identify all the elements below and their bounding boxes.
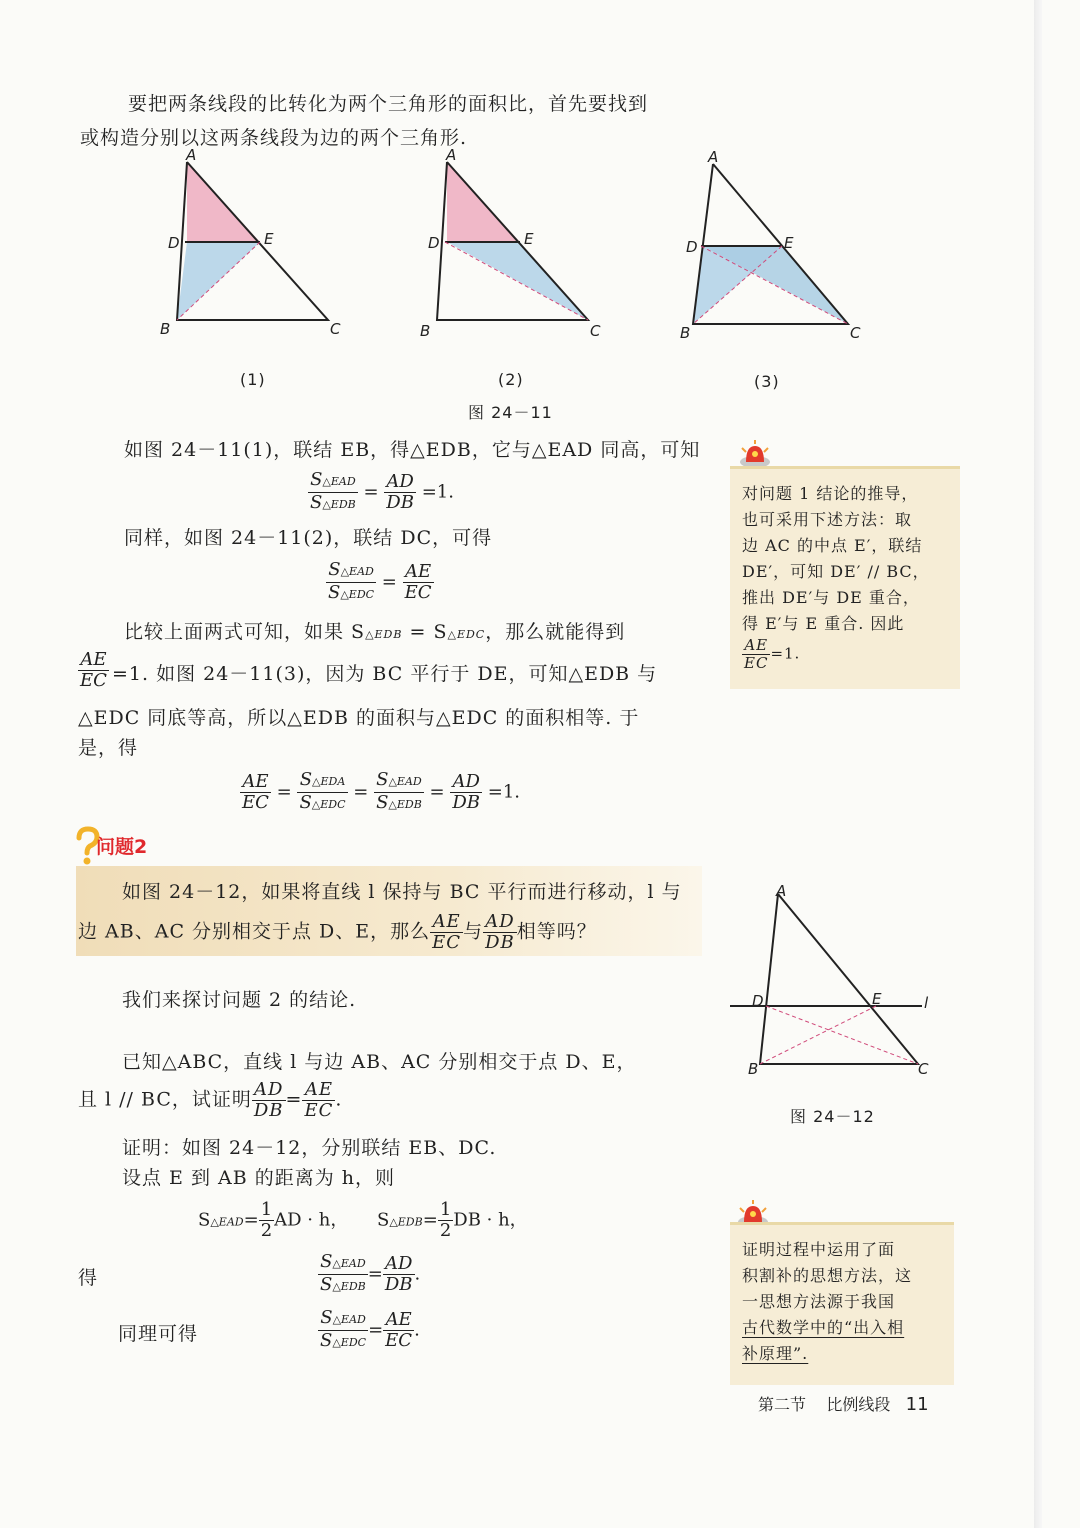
fig1-label-d: D [168, 234, 180, 252]
proof-p3: 且 l // BC，试证明 $\frac{AD}{DB}$ = $\frac{AE}{EC}$ . [78, 1079, 343, 1121]
proof-same: 同理可得 [118, 1323, 199, 1345]
problem-2-line-2: 边 AB、AC 分别相交于点 D、E，那么 $\frac{AE}{EC}$ 与 $\frac{AD}{DB}$ 相等吗？ [78, 911, 597, 953]
figure-24-11-2 [437, 162, 588, 320]
figure-24-11 [150, 140, 890, 350]
fig2-label-c: C [590, 322, 601, 340]
proof-de: 得 [78, 1267, 99, 1289]
problem-2-line-1: 如图 24－12，如果将直线 l 保持与 BC 平行而进行移动，l 与 [122, 881, 682, 903]
body-p4: =1. 如图 24－11(3)，因为 BC 平行于 DE，可知△EDB 与 [112, 663, 658, 685]
fig2-label-d: D [428, 234, 440, 252]
fig1-label-c: C [330, 320, 341, 338]
fig-24-11-caption: 图 24－11 [468, 403, 553, 422]
side-note-1: 对问题 1 结论的推导， 也可采用下述方法：取 边 AC 的中点 E′，联结 DE′，可知 DE′ // BC， 推出 DE′与 DE 重合， 得 E′与 E 重合. 因此 $\frac{AE}{EC}$ =1. [730, 466, 960, 689]
proof-p5: 设点 E 到 AB 的距离为 h，则 [122, 1167, 395, 1189]
proof-p4: 证明：如图 24－12，分别联结 EB、DC. [122, 1137, 497, 1159]
page-number: 11 [905, 1394, 929, 1415]
proof-equation-2: $\frac{\text{S△EAD}}{\text{S△EDC}}$ = $\frac{AE}{EC}$ . [320, 1307, 420, 1351]
proof-equation-1: $\frac{\text{S△EAD}}{\text{S△EDB}}$ = $\frac{AD}{DB}$ . [320, 1251, 421, 1295]
fig2-label-a: A [446, 146, 457, 164]
fig-24-11-sub-1: (1) [240, 370, 266, 389]
fig3-label-d: D [686, 238, 698, 256]
equation-1: $\frac{\text{S△EAD}}{\text{S△EDB}}$ = $\frac{AD}{DB}$ =1. [310, 469, 454, 513]
fig3-label-e: E [784, 234, 794, 252]
body-p6: 是，得 [78, 737, 139, 759]
problem-2-title: 问题2 [96, 836, 148, 858]
fig-24-11-sub-2: (2) [498, 370, 524, 389]
figure-24-12 [728, 880, 938, 1080]
proof-p2: 已知△ABC，直线 l 与边 AB、AC 分别相交于点 D、E， [122, 1051, 637, 1073]
fig-24-12-caption: 图 24－12 [790, 1107, 875, 1126]
proof-p1: 我们来探讨问题 2 的结论. [122, 989, 357, 1011]
fig12-label-l: l [924, 994, 929, 1012]
proof-equation-areas: S△EAD= $\frac{1}{2}$ AD · h， S△EDB= $\frac{1}{2}$ DB · h， [198, 1199, 528, 1241]
fig2-label-e: E [524, 230, 534, 248]
side-note-2: 证明过程中运用了面 积割补的思想方法，这 一思想方法源于我国 古代数学中的“出入相 补原理”. [730, 1222, 954, 1385]
fig3-label-c: C [850, 324, 861, 342]
fig1-label-b: B [160, 320, 171, 338]
fig12-label-a: A [776, 882, 787, 900]
equation-2: $\frac{\text{S△EAD}}{\text{S△EDC}}$ = $\frac{AE}{EC}$ [328, 559, 432, 603]
body-p4-frac: $\frac{AE}{EC}$ [80, 649, 107, 691]
footer-topic: 比例线段 [826, 1395, 891, 1414]
fig1-label-a: A [186, 146, 197, 164]
intro-line-2: 或构造分别以这两条线段为边的两个三角形. [80, 127, 468, 149]
page-edge [1034, 0, 1042, 1528]
fig12-label-e: E [872, 990, 882, 1008]
fig1-label-e: E [264, 230, 274, 248]
fig2-label-b: B [420, 322, 431, 340]
fig12-label-d: D [752, 992, 764, 1010]
body-p2: 同样，如图 24－11(2)，联结 DC，可得 [124, 527, 493, 549]
figure-24-11-3 [693, 164, 848, 324]
fig-24-11-sub-3: (3) [754, 372, 780, 391]
body-p5: △EDC 同底等高，所以△EDB 的面积与△EDC 的面积相等. 于 [78, 707, 640, 729]
fig12-label-b: B [748, 1060, 759, 1078]
equation-3: $\frac{AE}{EC}$ = $\frac{\text{S△EDA}}{\text{S△EDC}}$ = $\frac{\text{S△EAD}}{\text{S△EDB}}$ = $\frac{AD}{DB}$ =1. [242, 769, 521, 813]
fig12-label-c: C [918, 1060, 929, 1078]
intro-line-1: 要把两条线段的比转化为两个三角形的面积比，首先要找到 [128, 93, 649, 115]
page-footer [758, 1392, 929, 1415]
body-p1: 如图 24－11(1)，联结 EB，得△EDB，它与△EAD 同高，可知 [124, 439, 701, 461]
fig3-label-b: B [680, 324, 691, 342]
body-p3: 比较上面两式可知，如果 S△EDB = S△EDC，那么就能得到 [124, 621, 626, 643]
footer-section: 第二节 [758, 1395, 807, 1414]
figure-24-11-1 [177, 162, 328, 320]
fig3-label-a: A [708, 148, 719, 166]
